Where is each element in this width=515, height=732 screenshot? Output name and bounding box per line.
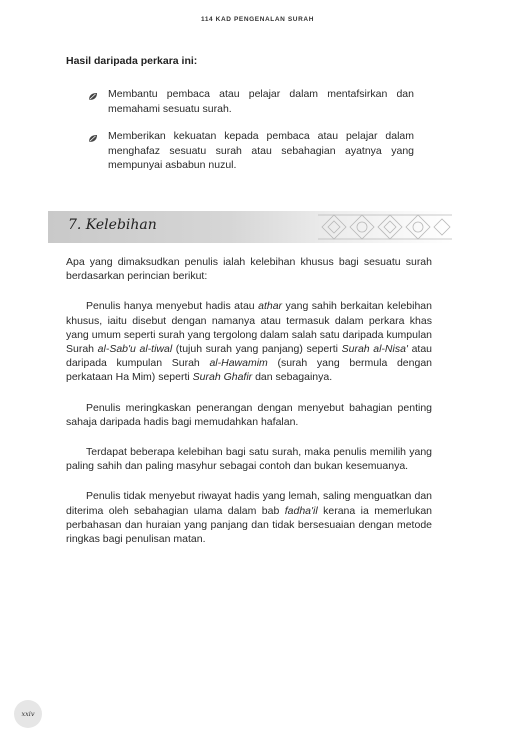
leaf-bullet-icon — [88, 129, 108, 173]
text-run: yang sahih berkaitan kelebihan khusus, iaitu disebut dengan namanya atau termasuk dalam perkara khas yang umum seperti surah yang tergolong dalam salah satu daripada kumpulan Surah — [66, 300, 432, 356]
italic-term: athar — [258, 300, 283, 313]
list-item-text: Memberikan kekuatan kepada pembaca atau pelajar dalam menghafaz sesuatu surah atau sebahagian ayatnya yang mempunyai asbabun nuzul. — [108, 130, 414, 171]
list-item-text: Membantu pembaca atau pelajar dalam mentafsirkan dan memahami sesuatu surah. — [108, 88, 414, 115]
paragraph-list — [66, 299, 432, 546]
body-paragraph — [66, 299, 432, 384]
italic-term: Surah Ghafir — [192, 371, 253, 384]
italic-term: Surah al-Nisa' — [341, 343, 408, 356]
page-number: xxiv — [14, 700, 42, 728]
text-run: Penulis tidak menyebut riwayat hadis yang lemah, saling menguatkan dan diterima oleh sebahagian ulama dalam bab — [66, 490, 432, 517]
results-list — [88, 87, 414, 186]
text-run: atau daripada kumpulan Surah — [66, 343, 433, 370]
section-title: 7. Kelebihan — [68, 217, 157, 233]
italic-term: al-Hawamim — [209, 357, 268, 370]
list-item — [88, 129, 414, 173]
body-paragraph — [66, 445, 432, 473]
text-run: Penulis meringkaskan penerangan dengan menyebut bahagian penting sahaja daripada hadis bagi memudahkan hafalan. — [66, 401, 432, 428]
text-run: kerana ia memerlukan perbahasan dan huraian yang panjang dan tidak bersesuaian dengan metode ringkas bagi penulisan matan. — [66, 504, 432, 546]
leaf-bullet-icon — [88, 87, 108, 116]
body-paragraph — [66, 401, 432, 429]
italic-term: fadha'il — [284, 504, 318, 517]
text-run: (tujuh surah yang panjang) seperti — [172, 343, 342, 356]
ornament-pattern-icon — [318, 211, 452, 243]
running-header: 114 KAD PENGENALAN SURAH — [200, 16, 314, 23]
body-paragraph — [66, 489, 432, 546]
section-body — [66, 255, 432, 562]
text-run: dan sebagainya. — [252, 371, 333, 384]
list-item — [88, 87, 414, 116]
results-heading: Hasil daripada perkara ini: — [66, 55, 198, 67]
italic-term: al-Sab'u al-tiwal — [97, 343, 173, 356]
section-intro: Apa yang dimaksudkan penulis ialah kelebihan khusus bagi sesuatu surah berdasarkan perincian berikut: — [66, 256, 432, 283]
text-run: (surah yang bermula dengan perkataan Ha Mim) seperti — [66, 357, 433, 384]
text-run: Penulis hanya menyebut hadis atau — [86, 300, 259, 313]
text-run: Terdapat beberapa kelebihan bagi satu surah, maka penulis memilih yang paling sahih dan paling masyhur sebagai contoh dan bukan kesemuanya. — [66, 446, 432, 473]
